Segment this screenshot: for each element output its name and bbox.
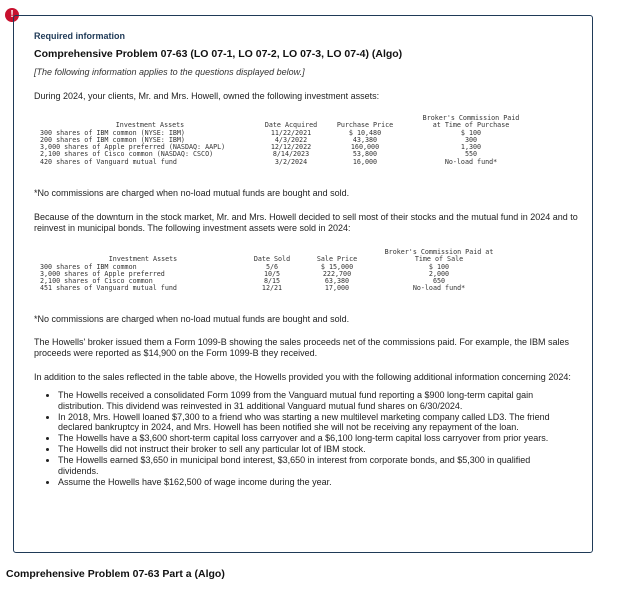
- price-cell: 17,000: [324, 284, 350, 293]
- asset-cell: 3,000 shares of Apple preferred (NASDAQ: AAPL): [40, 143, 226, 152]
- asset-cell: 300 shares of IBM common: [40, 262, 137, 271]
- asset-cell: 3,000 shares of Apple preferred: [40, 269, 165, 278]
- commission-header-line1: Broker's Commission Paid at: [384, 248, 494, 256]
- additional-info-paragraph: In addition to the sales reflected in the table above, the Howells provided you with the following additional information concerning 2024:: [34, 372, 571, 382]
- list-item: • The Howells have a $3,600 short-term capital loss carryover and a $6,100 long-term capital loss carryover from prior years.: [58, 433, 572, 444]
- commission-cell: 1,300: [460, 143, 482, 152]
- no-commission-note: *No commissions are charged when no-load mutual funds are bought and sold.: [34, 188, 350, 198]
- list-item: • Assume the Howells have $162,500 of wage income during the year.: [58, 477, 572, 488]
- date-cell: 10/5: [263, 269, 281, 278]
- date-cell: 8/15: [263, 277, 281, 286]
- table-row: [40, 285, 502, 292]
- price-cell: 16,000: [352, 157, 378, 166]
- asset-cell: 300 shares of IBM common (NYSE: IBM): [40, 128, 185, 137]
- downturn-paragraph: Because of the downturn in the stock market, Mr. and Mrs. Howell decided to sell most of their stocks and the mutual fund in 2024 and to reinvest in municipal bonds. The following investment assets were sold in 2024:: [34, 212, 578, 233]
- commission-cell: $ 100: [428, 262, 450, 271]
- list-item: • The Howells received a consolidated Form 1099 from the Vanguard mutual fund reporting a $900 long-term capital gain distribution. This dividend was reinvested in 31 additional Vanguard mutual fund shares on 6/30/2024.: [58, 390, 572, 411]
- date-cell: 12/21: [261, 284, 283, 293]
- alert-icon: !: [5, 8, 19, 22]
- price-cell: 43,380: [352, 135, 378, 144]
- date-cell: 12/12/2022: [270, 143, 312, 152]
- part-title: Comprehensive Problem 07-63 Part a (Algo): [6, 568, 225, 580]
- commission-cell: 650: [432, 277, 446, 286]
- asset-header: Investment Assets: [108, 255, 178, 264]
- problem-title: Comprehensive Problem 07-63 (LO 07-1, LO 07-2, LO 07-3, LO 07-4) (Algo): [34, 48, 403, 60]
- additional-info-list: [20, 390, 572, 488]
- price-cell: 63,380: [324, 277, 350, 286]
- asset-cell: 451 shares of Vanguard mutual fund: [40, 284, 177, 293]
- asset-cell: 200 shares of IBM common (NYSE: IBM): [40, 135, 185, 144]
- asset-cell: 2,100 shares of Cisco common: [40, 277, 153, 286]
- date-cell: 4/3/2022: [274, 135, 308, 144]
- commission-header-line1: Broker's Commission Paid: [422, 114, 520, 122]
- commission-cell: 2,000: [428, 269, 450, 278]
- date-cell: 3/2/2024: [274, 157, 308, 166]
- intro-paragraph: During 2024, your clients, Mr. and Mrs. Howell, owned the following investment assets:: [34, 91, 380, 101]
- asset-header: Investment Assets: [115, 121, 185, 130]
- date-acquired-header: Date Acquired: [264, 121, 318, 130]
- price-cell: 53,800: [352, 150, 378, 159]
- list-item: • The Howells earned $3,650 in municipal bond interest, $3,650 in interest from corporate bonds, and $5,300 in qualified dividends.: [58, 455, 572, 476]
- no-commission-note: *No commissions are charged when no-load mutual funds are bought and sold.: [34, 314, 350, 324]
- date-cell: 11/22/2021: [270, 128, 312, 137]
- investment-assets-sold-table: [40, 249, 502, 293]
- price-cell: $ 10,480: [348, 128, 382, 137]
- price-cell: 222,700: [322, 269, 352, 278]
- commission-cell: $ 100: [460, 128, 482, 137]
- sale-price-header: Sale Price: [316, 255, 358, 264]
- commission-cell: No-load fund*: [444, 157, 498, 166]
- commission-cell: No-load fund*: [412, 284, 466, 293]
- price-cell: 160,000: [350, 143, 380, 152]
- required-information-label: Required information: [34, 31, 126, 41]
- asset-cell: 420 shares of Vanguard mutual fund: [40, 157, 177, 166]
- asset-cell: 2,100 shares of Cisco common (NASDAQ: CSCO): [40, 150, 214, 159]
- price-cell: $ 15,000: [320, 262, 354, 271]
- commission-header-line2: at Time of Purchase: [432, 121, 510, 130]
- investment-assets-owned-table: [40, 115, 534, 166]
- commission-cell: 550: [464, 150, 478, 159]
- commission-cell: 300: [464, 135, 478, 144]
- date-cell: 8/14/2023: [272, 150, 310, 159]
- list-item: • The Howells did not instruct their broker to sell any particular lot of IBM stock.: [58, 444, 572, 455]
- list-item: • In 2018, Mrs. Howell loaned $7,300 to a friend who was starting a new multilevel marketing company called LD3. The friend declared bankruptcy in 2024, and Mrs. Howell has been notified she will not be receiving any repayment of the loan.: [58, 412, 572, 433]
- date-sold-header: Date Sold: [253, 255, 291, 264]
- applies-note: [The following information applies to the questions displayed below.]: [34, 67, 305, 77]
- broker-paragraph: The Howells' broker issued them a Form 1099-B showing the sales proceeds net of the commissions paid. For example, the IBM sales proceeds were reported as $14,900 on the Form 1099-B they received.: [34, 337, 569, 358]
- commission-header-line2: Time of Sale: [414, 255, 464, 264]
- purchase-price-header: Purchase Price: [336, 121, 394, 130]
- table-row: [40, 159, 534, 166]
- date-cell: 5/6: [265, 262, 279, 271]
